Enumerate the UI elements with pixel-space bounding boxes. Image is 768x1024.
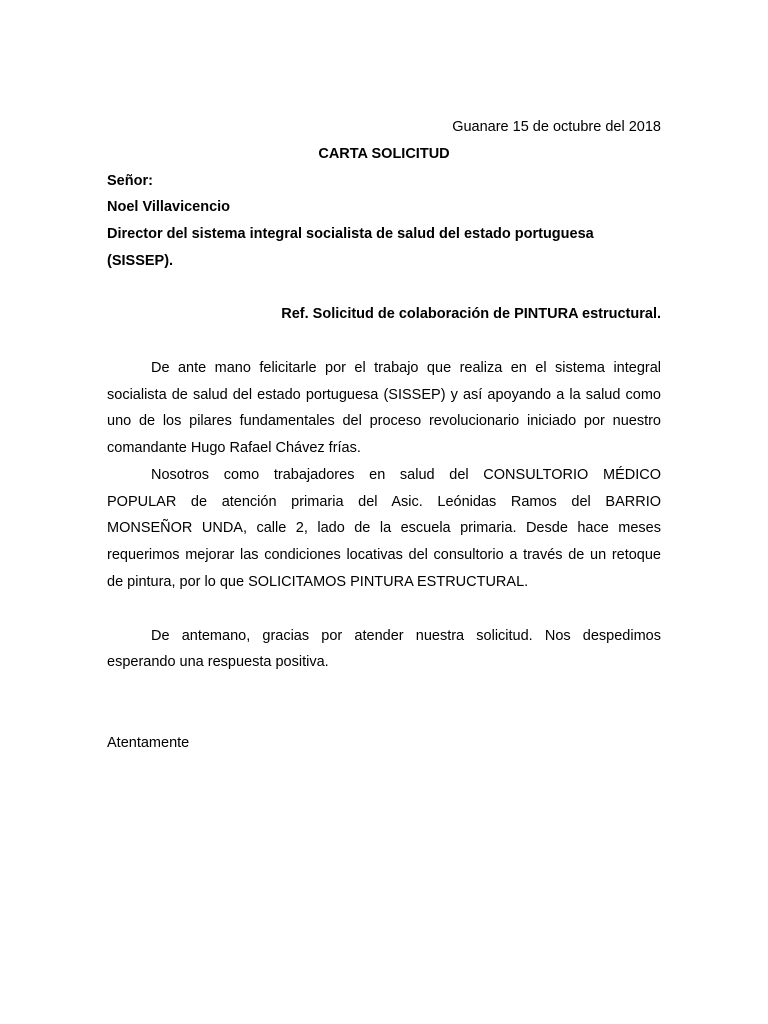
- salutation: Señor:: [107, 173, 153, 189]
- paragraph-3-line: esperando una respuesta positiva.: [107, 654, 329, 670]
- paragraph-1-line: uno de los pilares fundamentales del proceso revolucionario iniciado por nuestro: [107, 413, 661, 429]
- paragraph-2-line: Nosotros como trabajadores en salud del CONSULTORIO MÉDICO: [151, 467, 661, 483]
- recipient-name: Noel Villavicencio: [107, 199, 231, 215]
- closing: Atentamente: [107, 735, 190, 751]
- letter-title: CARTA SOLICITUD: [318, 146, 450, 162]
- recipient-title-line-2: (SISSEP).: [107, 253, 174, 269]
- paragraph-3-line: De antemano, gracias por atender nuestra solicitud. Nos despedimos: [151, 628, 661, 644]
- paragraph-2-line: POPULAR de atención primaria del Asic. Leónidas Ramos del BARRIO: [107, 494, 661, 510]
- paragraph-2-line: de pintura, por lo que SOLICITAMOS PINTURA ESTRUCTURAL.: [107, 574, 529, 590]
- paragraph-2-line: MONSEÑOR UNDA, calle 2, lado de la escuela primaria. Desde hace meses: [107, 520, 661, 536]
- letter-date: Guanare 15 de octubre del 2018: [452, 119, 661, 135]
- paragraph-1-line: De ante mano felicitarle por el trabajo que realiza en el sistema integral: [151, 360, 661, 376]
- paragraph-1-line: socialista de salud del estado portuguesa (SISSEP) y así apoyando a la salud como: [107, 387, 661, 403]
- reference-line: Ref. Solicitud de colaboración de PINTURA estructural.: [281, 306, 661, 322]
- paragraph-1-line: comandante Hugo Rafael Chávez frías.: [107, 440, 361, 456]
- paragraph-2-line: requerimos mejorar las condiciones locativas del consultorio a través de un retoque: [107, 547, 661, 563]
- recipient-title-line-1: Director del sistema integral socialista de salud del estado portuguesa: [107, 226, 594, 242]
